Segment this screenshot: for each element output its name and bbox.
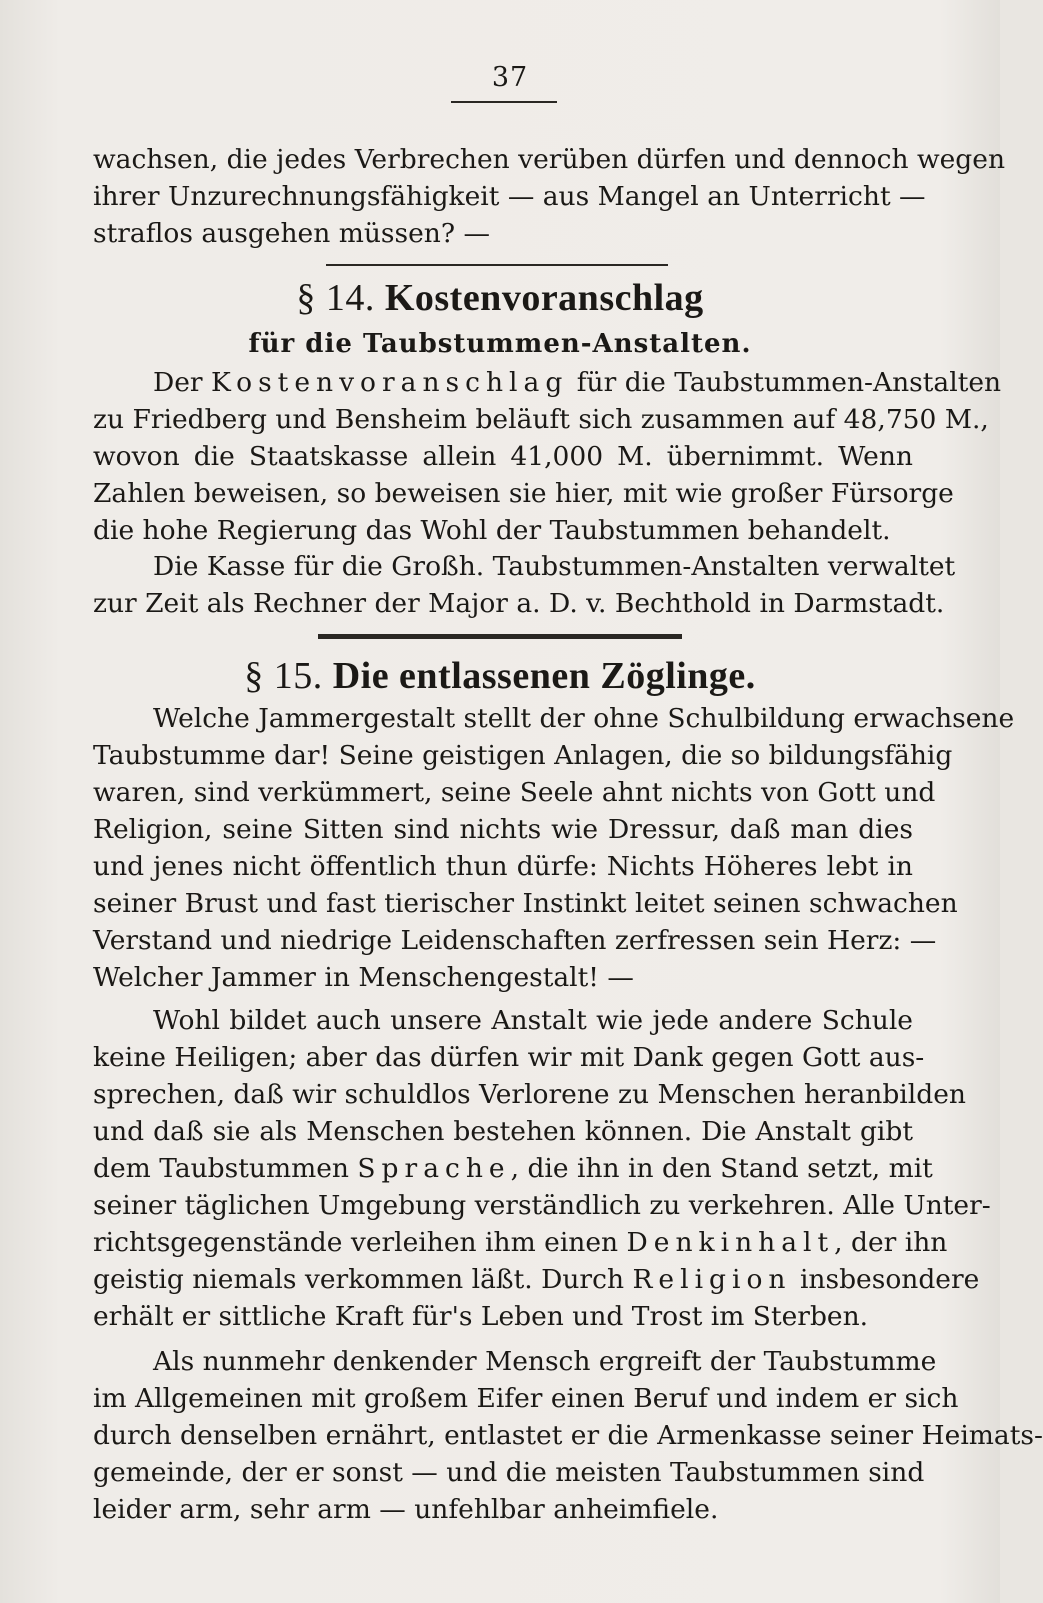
text-run: für die Taubstummen-Anstalten (576, 367, 1002, 398)
text-line (93, 1261, 980, 1298)
section-15-paragraph-1 (93, 700, 1015, 996)
text-line: Religion, seine Sitten sind nichts wie Dressur, daß man dies (93, 814, 913, 845)
section-14-heading (0, 276, 1000, 320)
section-14-number: § 14. (296, 277, 375, 319)
section-15-paragraph-3 (93, 1343, 1043, 1528)
text-line: seiner Brust und fast tierischer Instinkt leitet seinen schwachen (93, 888, 958, 919)
section-14-paragraph-1 (93, 364, 1002, 549)
section-15-number: § 15. (244, 655, 323, 697)
text-line: wovon die Staatskasse allein 41,000 M. übernimmt. Wenn (93, 441, 913, 472)
text-line: erhält er sittliche Kraft für's Leben und Trost im Sterben. (93, 1301, 869, 1332)
text-line: straflos ausgehen müssen? — (93, 218, 490, 249)
text-line: durch denselben ernährt, entlastet er die Armenkasse seiner Heimats- (93, 1420, 1043, 1451)
section-14-paragraph-2 (93, 548, 956, 622)
text-line: und jenes nicht öffentlich thun dürfe: Nichts Höheres lebt in (93, 851, 913, 882)
text-line: ihrer Unzurechnungsfähigkeit — aus Mangel an Unterricht — (93, 181, 926, 212)
text-line (93, 1224, 948, 1261)
section-14-title: Kostenvoranschlag (384, 277, 704, 319)
text-line: Wohl bildet auch unsere Anstalt wie jede andere Schule (153, 1005, 913, 1036)
text-line (93, 364, 1002, 401)
text-line: Zahlen beweisen, so beweisen sie hier, mit wie großer Fürsorge (93, 478, 954, 509)
text-run: insbesondere (799, 1264, 980, 1295)
emphasized-term: Religion (632, 1264, 792, 1295)
text-line: waren, sind verkümmert, seine Seele ahnt nichts von Gott und (93, 777, 936, 808)
header-rule (451, 101, 557, 103)
page-number: 37 (491, 62, 529, 93)
text-line (93, 1150, 933, 1187)
text-run: , der ihn (834, 1227, 948, 1258)
text-run: geistig niemals verkommen läßt. Durch (93, 1264, 625, 1295)
text-line: Als nunmehr denkender Mensch ergreift der Taubstumme (153, 1346, 937, 1377)
text-line: keine Heiligen; aber das dürfen wir mit Dank gegen Gott aus- (93, 1042, 925, 1073)
text-run: richtsgegenstände verleihen ihm einen (93, 1227, 619, 1258)
text-run: dem Taubstummen (93, 1153, 349, 1184)
text-line: zur Zeit als Rechner der Major a. D. v. Bechthold in Darmstadt. (93, 588, 945, 619)
section-14-subtitle: für die Taubstummen-Anstalten. (248, 329, 752, 359)
section-divider (318, 634, 682, 639)
text-line: wachsen, die jedes Verbrechen verüben dürfen und dennoch wegen (93, 144, 1006, 175)
text-line: Taubstumme dar! Seine geistigen Anlagen, die so bildungsfähig (93, 740, 953, 771)
text-line: Welche Jammergestalt stellt der ohne Schulbildung erwachsene (153, 703, 1015, 734)
section-divider (326, 264, 668, 266)
text-line: seiner täglichen Umgebung verständlich zu verkehren. Alle Unter- (93, 1190, 991, 1221)
text-line: Die Kasse für die Großh. Taubstummen-Anstalten verwaltet (153, 551, 956, 582)
text-line: Verstand und niedrige Leidenschaften zerfressen sein Herz: — (93, 925, 937, 956)
text-line: gemeinde, der er sonst — und die meisten Taubstummen sind (93, 1457, 925, 1488)
text-line: Welcher Jammer in Menschengestalt! — (93, 962, 634, 993)
text-run: , die ihn in den Stand setzt, mit (510, 1153, 933, 1184)
section-15-paragraph-2 (93, 1002, 991, 1335)
emphasized-term: Denkinhalt (626, 1227, 835, 1258)
section-15-title: Die entlassenen Zöglinge. (332, 655, 756, 697)
text-line: zu Friedberg und Bensheim beläuft sich zusammen auf 48,750 M., (93, 404, 989, 435)
text-line: die hohe Regierung das Wohl der Taubstummen behandelt. (93, 515, 891, 546)
emphasized-term: Kostenvoranschlag (211, 367, 569, 398)
text-line: und daß sie als Menschen bestehen können. Die Anstalt gibt (93, 1116, 913, 1147)
text-line: im Allgemeinen mit großem Eifer einen Beruf und indem er sich (93, 1383, 959, 1414)
text-line: sprechen, daß wir schuldlos Verlorene zu Menschen heranbilden (93, 1079, 966, 1110)
section-15-heading (0, 654, 1000, 698)
text-line: leider arm, sehr arm — unfehlbar anheimfiele. (93, 1494, 719, 1525)
text-run: Der (153, 367, 203, 398)
intro-paragraph (93, 141, 1006, 252)
emphasized-term: Sprache (357, 1153, 511, 1184)
